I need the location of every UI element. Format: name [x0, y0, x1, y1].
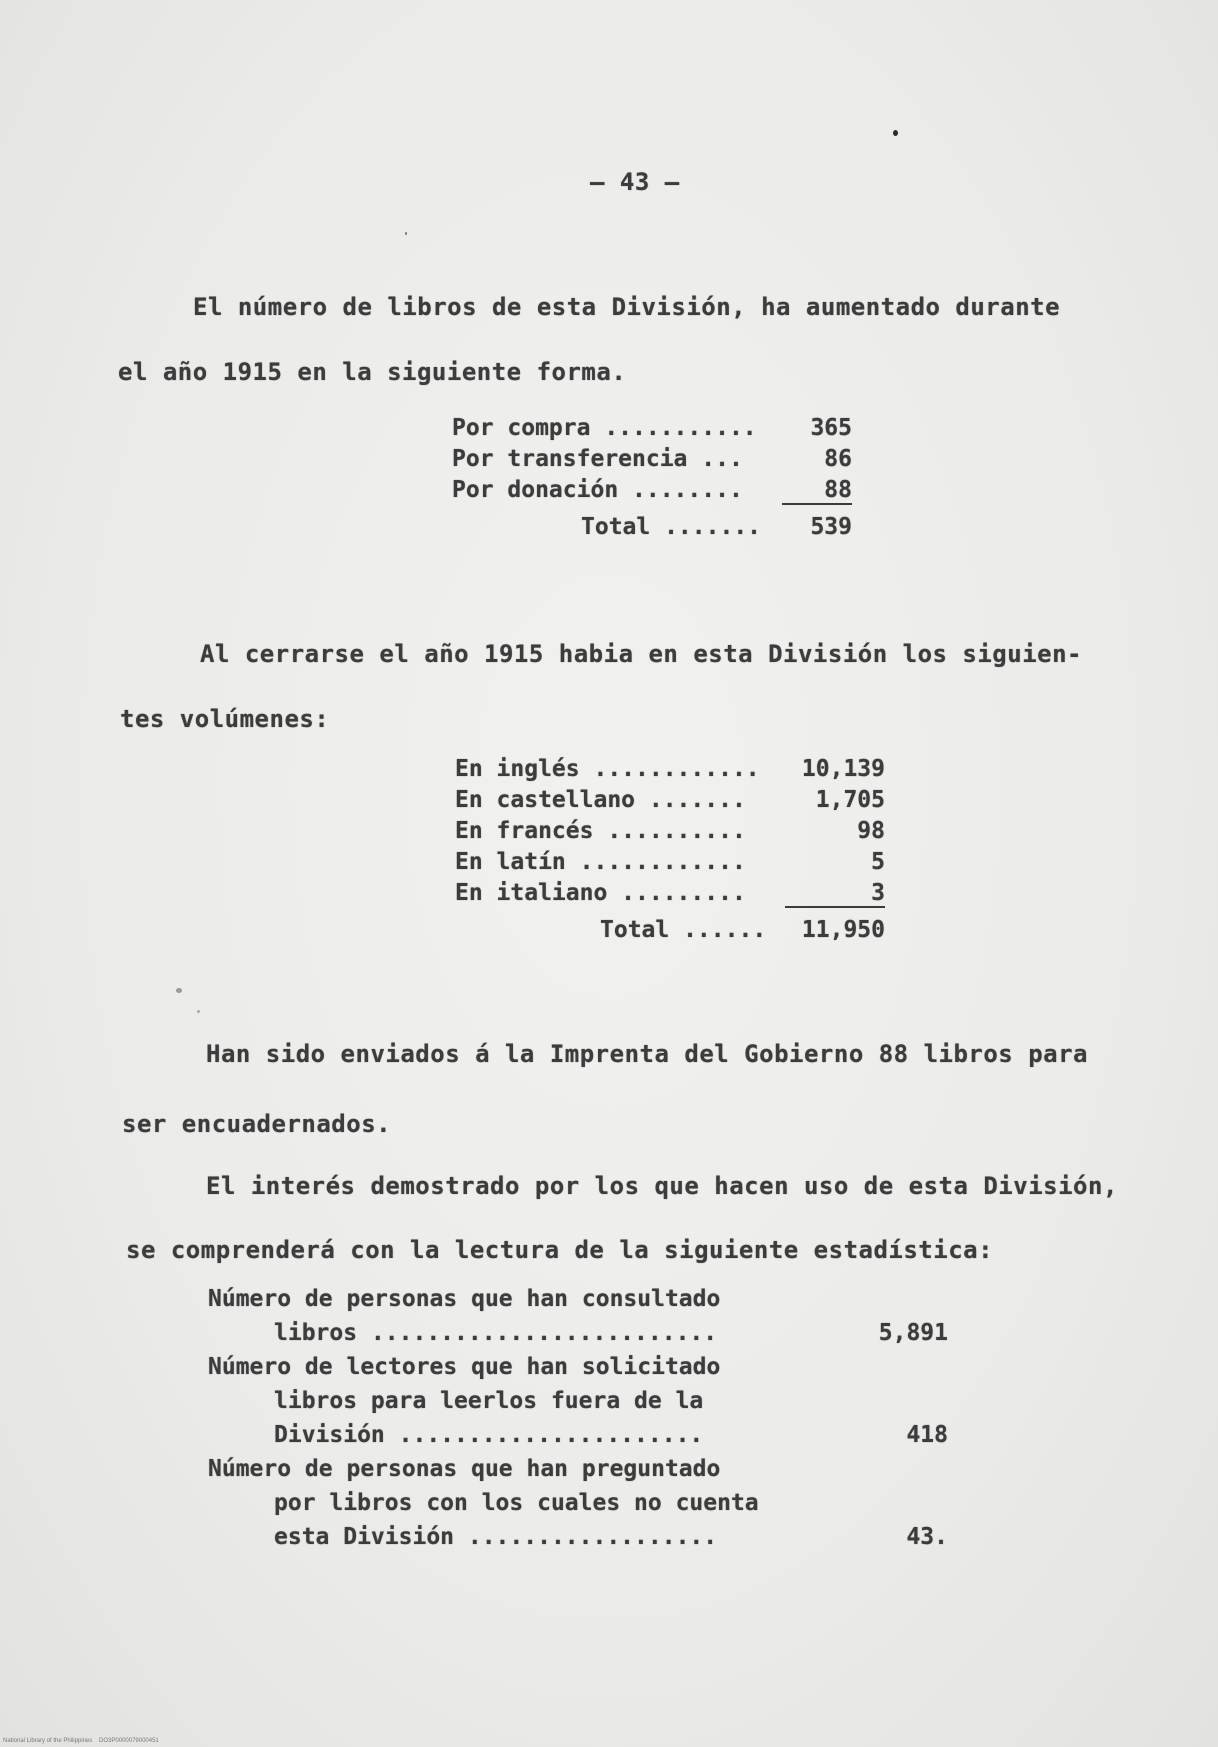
stat-1-line-1: [208, 1286, 948, 1320]
table-row: [452, 477, 852, 508]
stat-3-line-1: [208, 1456, 948, 1490]
volumes-table: [455, 756, 885, 948]
statistics-list: [208, 1286, 948, 1558]
paragraph-4-line-1: El interés demostrado por los que hacen uso de esta División,: [206, 1172, 1118, 1200]
ink-speck: [405, 232, 407, 235]
table-row: [455, 756, 885, 787]
stat-3-line-3: [208, 1524, 948, 1558]
table-row: [452, 415, 852, 446]
stat-2-line-3: [208, 1422, 948, 1456]
stat-text: Número de personas que han preguntado: [208, 1456, 721, 1482]
stat-3-line-2: [208, 1490, 948, 1524]
stat-text: Número de lectores que han solicitado: [208, 1354, 721, 1380]
row-value: 1,705: [815, 787, 885, 813]
paragraph-2-line-1: Al cerrarse el año 1915 habia en esta División los siguien-: [200, 640, 1083, 668]
stat-2-value: 418: [906, 1422, 948, 1448]
table-row: [455, 849, 885, 880]
table-row: [455, 818, 885, 849]
table-row: [455, 880, 885, 911]
row-value: 365: [810, 415, 852, 441]
table-row: [452, 446, 852, 477]
total-label: Total .......: [581, 514, 762, 540]
page-number: — 43 —: [590, 168, 680, 196]
stat-1-value: 5,891: [878, 1320, 948, 1346]
table-total-row: [455, 917, 885, 948]
row-label: En latín ............: [455, 849, 746, 875]
row-label: En francés ..........: [455, 818, 746, 844]
ink-speck: [176, 988, 182, 993]
row-value: 3: [785, 880, 885, 908]
row-value: 88: [782, 477, 852, 505]
row-label: Por transferencia ...: [452, 446, 743, 472]
acquisitions-table: [452, 415, 852, 545]
row-label: Por compra ...........: [452, 415, 757, 441]
stat-text: libros para leerlos fuera de la: [274, 1388, 704, 1414]
stat-text: Número de personas que han consultado: [208, 1286, 721, 1312]
total-value: 539: [810, 514, 852, 540]
stat-text: esta División ..................: [274, 1524, 718, 1550]
stat-1-line-2: [208, 1320, 948, 1354]
row-value: 5: [871, 849, 885, 875]
archive-footer: National Library of the Philippines DO3P0000079000451: [3, 1738, 159, 1744]
table-total-row: [452, 514, 852, 545]
row-label: Por donación ........: [452, 477, 743, 503]
paragraph-3-line-1: Han sido enviados á la Imprenta del Gobierno 88 libros para: [206, 1040, 1089, 1068]
stat-text: libros .........................: [274, 1320, 718, 1346]
paragraph-4-line-2: se comprenderá con la lectura de la siguiente estadística:: [126, 1236, 994, 1264]
row-label: En inglés ............: [455, 756, 760, 782]
stat-text: División ......................: [274, 1422, 704, 1448]
ink-speck: [893, 130, 898, 136]
total-label: Total ......: [600, 917, 767, 943]
row-value: 86: [824, 446, 852, 472]
stat-2-line-2: [208, 1388, 948, 1422]
row-label: En castellano .......: [455, 787, 746, 813]
row-value: 98: [857, 818, 885, 844]
stat-text: por libros con los cuales no cuenta: [274, 1490, 759, 1516]
stat-2-line-1: [208, 1354, 948, 1388]
paragraph-3-line-2: ser encuadernados.: [122, 1110, 392, 1138]
table-row: [455, 787, 885, 818]
row-value: 10,139: [801, 756, 885, 782]
ink-speck: [197, 1010, 200, 1013]
stat-3-value: 43.: [906, 1524, 948, 1550]
row-label: En italiano .........: [455, 880, 746, 906]
paragraph-1-line-2: el año 1915 en la siguiente forma.: [118, 358, 627, 386]
total-value: 11,950: [801, 917, 885, 943]
paragraph-1-line-1: El número de libros de esta División, ha aumentado durante: [193, 293, 1061, 321]
paragraph-2-line-2: tes volúmenes:: [120, 705, 330, 733]
